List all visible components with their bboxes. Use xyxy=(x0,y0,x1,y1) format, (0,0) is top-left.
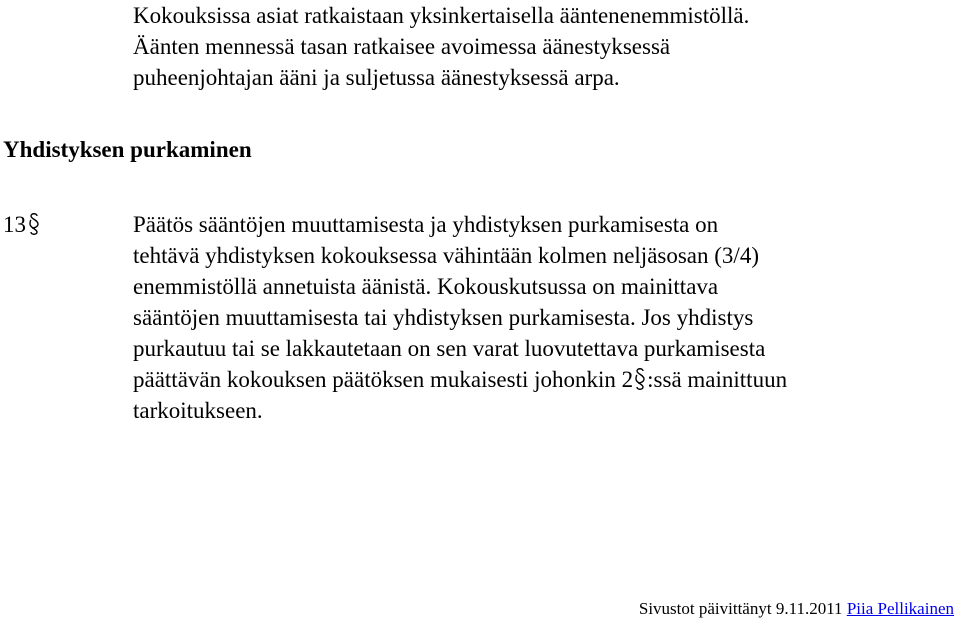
body-line xyxy=(133,364,933,395)
section-sign-icon xyxy=(27,211,41,237)
body-line-part: päättävän kokouksen päätöksen mukaisesti johonkin 2 xyxy=(133,367,634,392)
body-line: tehtävä yhdistyksen kokouksessa vähintään kolmen neljäsosan (3/4) xyxy=(133,243,759,268)
section-heading: Yhdistyksen purkaminen xyxy=(3,137,252,162)
section-sign-icon xyxy=(633,366,647,392)
body-line: tarkoitukseen. xyxy=(133,398,263,423)
intro-line: Äänten mennessä tasan ratkaisee avoimessa äänestyksessä xyxy=(133,34,671,59)
intro-paragraph xyxy=(133,0,933,93)
footer-updated-text: Sivustot päivittänyt 9.11.2011 xyxy=(638,599,843,618)
body-line: purkautuu tai se lakkautetaan on sen varat luovutettava purkamisesta xyxy=(133,336,766,361)
body-line: sääntöjen muuttamisesta tai yhdistyksen purkamisesta. Jos yhdistys xyxy=(133,305,754,330)
body-line-part: :ssä mainittuun xyxy=(647,367,788,392)
intro-line: Kokouksissa asiat ratkaistaan yksinkertaisella ääntenenemmistöllä. xyxy=(133,3,750,28)
body-line: Päätös sääntöjen muuttamisesta ja yhdistyksen purkamisesta on xyxy=(133,212,719,237)
intro-line: puheenjohtajan ääni ja suljetussa äänestyksessä arpa. xyxy=(133,65,620,90)
author-link[interactable]: Piia Pellikainen xyxy=(846,599,954,618)
section-number-value: 13 xyxy=(3,212,26,237)
page-footer xyxy=(639,598,954,620)
section-body xyxy=(133,209,933,426)
section-number xyxy=(3,209,41,240)
body-line: enemmistöllä annetuista äänistä. Kokouskutsussa on mainittava xyxy=(133,274,719,299)
